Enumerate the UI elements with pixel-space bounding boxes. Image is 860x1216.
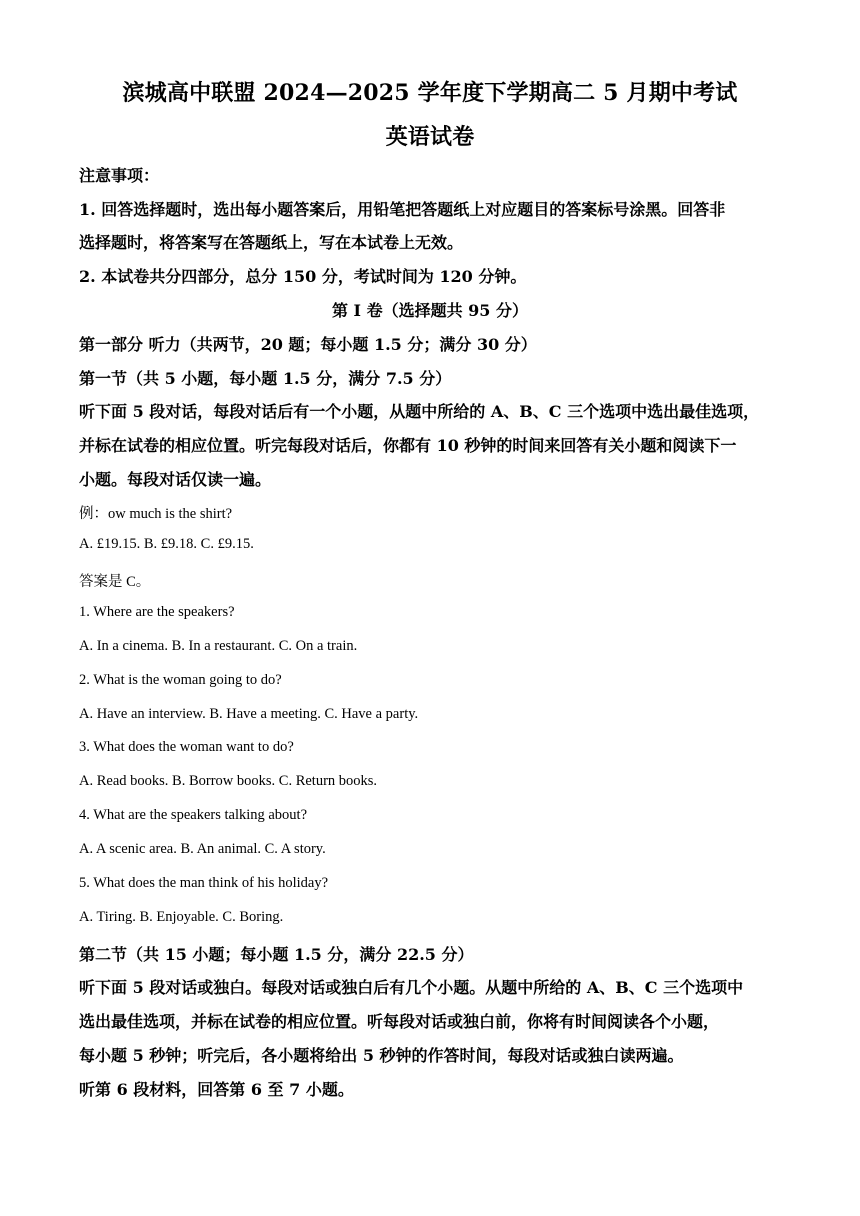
question-2-options: A. Have an interview. B. Have a meeting. C. Have a party. [79, 706, 419, 722]
question-4: 4. What are the speakers talking about? [79, 807, 308, 823]
exam-subtitle: 英语试卷 [385, 124, 475, 150]
question-2: 2. What is the woman going to do? [79, 672, 282, 688]
section-2-instr-1: 听下面 5 段对话或独白。每段对话或独白后有几个小题。从题中所给的 A、B、C 三个选项中 [79, 978, 744, 997]
exam-title: 滨城高中联盟 2024—2025 学年度下学期高二 5 月期中考试 [122, 80, 738, 106]
section-1-instr-3: 小题。每段对话仅读一遍。 [79, 470, 272, 489]
example-options: A. £19.15. B. £9.18. C. £9.15. [79, 536, 254, 552]
section-2-heading: 第二节（共 15 小题；每小题 1.5 分，满分 22.5 分） [79, 945, 474, 964]
section-1-heading: 第一节（共 5 小题，每小题 1.5 分，满分 7.5 分） [79, 369, 452, 388]
section-2-instr-2: 选出最佳选项，并标在试卷的相应位置。听每段对话或独白前，你将有时间阅读各个小题， [79, 1012, 720, 1031]
question-4-options: A. A scenic area. B. An animal. C. A story. [79, 841, 326, 857]
section-2-instr-3: 每小题 5 秒钟；听完后，各小题将给出 5 秒钟的作答时间，每段对话或独白读两遍。 [79, 1046, 684, 1065]
question-5: 5. What does the man think of his holiday? [79, 875, 329, 891]
note-1-line-1: 1. 回答选择题时，选出每小题答案后，用铅笔把答题纸上对应题目的答案标号涂黑。回答非 [79, 200, 726, 219]
part-1-heading: 第一部分 听力（共两节，20 题；每小题 1.5 分；满分 30 分） [79, 335, 537, 354]
section-1-instr-1: 听下面 5 段对话，每段对话后有一个小题，从题中所给的 A、B、C 三个选项中选出最佳选项， [79, 402, 760, 421]
note-2: 2. 本试卷共分四部分，总分 150 分，考试时间为 120 分钟。 [79, 267, 527, 286]
question-3: 3. What does the woman want to do? [79, 739, 294, 755]
question-1: 1. Where are the speakers? [79, 604, 235, 620]
note-1-line-2: 选择题时，将答案写在答题纸上，写在本试卷上无效。 [79, 233, 464, 252]
example-answer: 答案是 C。 [79, 574, 151, 590]
volume-heading: 第 I 卷（选择题共 95 分） [331, 301, 529, 320]
section-1-instr-2: 并标在试卷的相应位置。听完每段对话后，你都有 10 秒钟的时间来回答有关小题和阅读下一 [79, 436, 737, 455]
example-question: 例：ow much is the shirt? [79, 506, 233, 522]
question-1-options: A. In a cinema. B. In a restaurant. C. On a train. [79, 638, 358, 654]
question-3-options: A. Read books. B. Borrow books. C. Return books. [79, 773, 378, 789]
notes-heading: 注意事项： [79, 166, 160, 185]
material-6-instruction: 听第 6 段材料，回答第 6 至 7 小题。 [79, 1080, 354, 1099]
question-5-options: A. Tiring. B. Enjoyable. C. Boring. [79, 909, 284, 925]
